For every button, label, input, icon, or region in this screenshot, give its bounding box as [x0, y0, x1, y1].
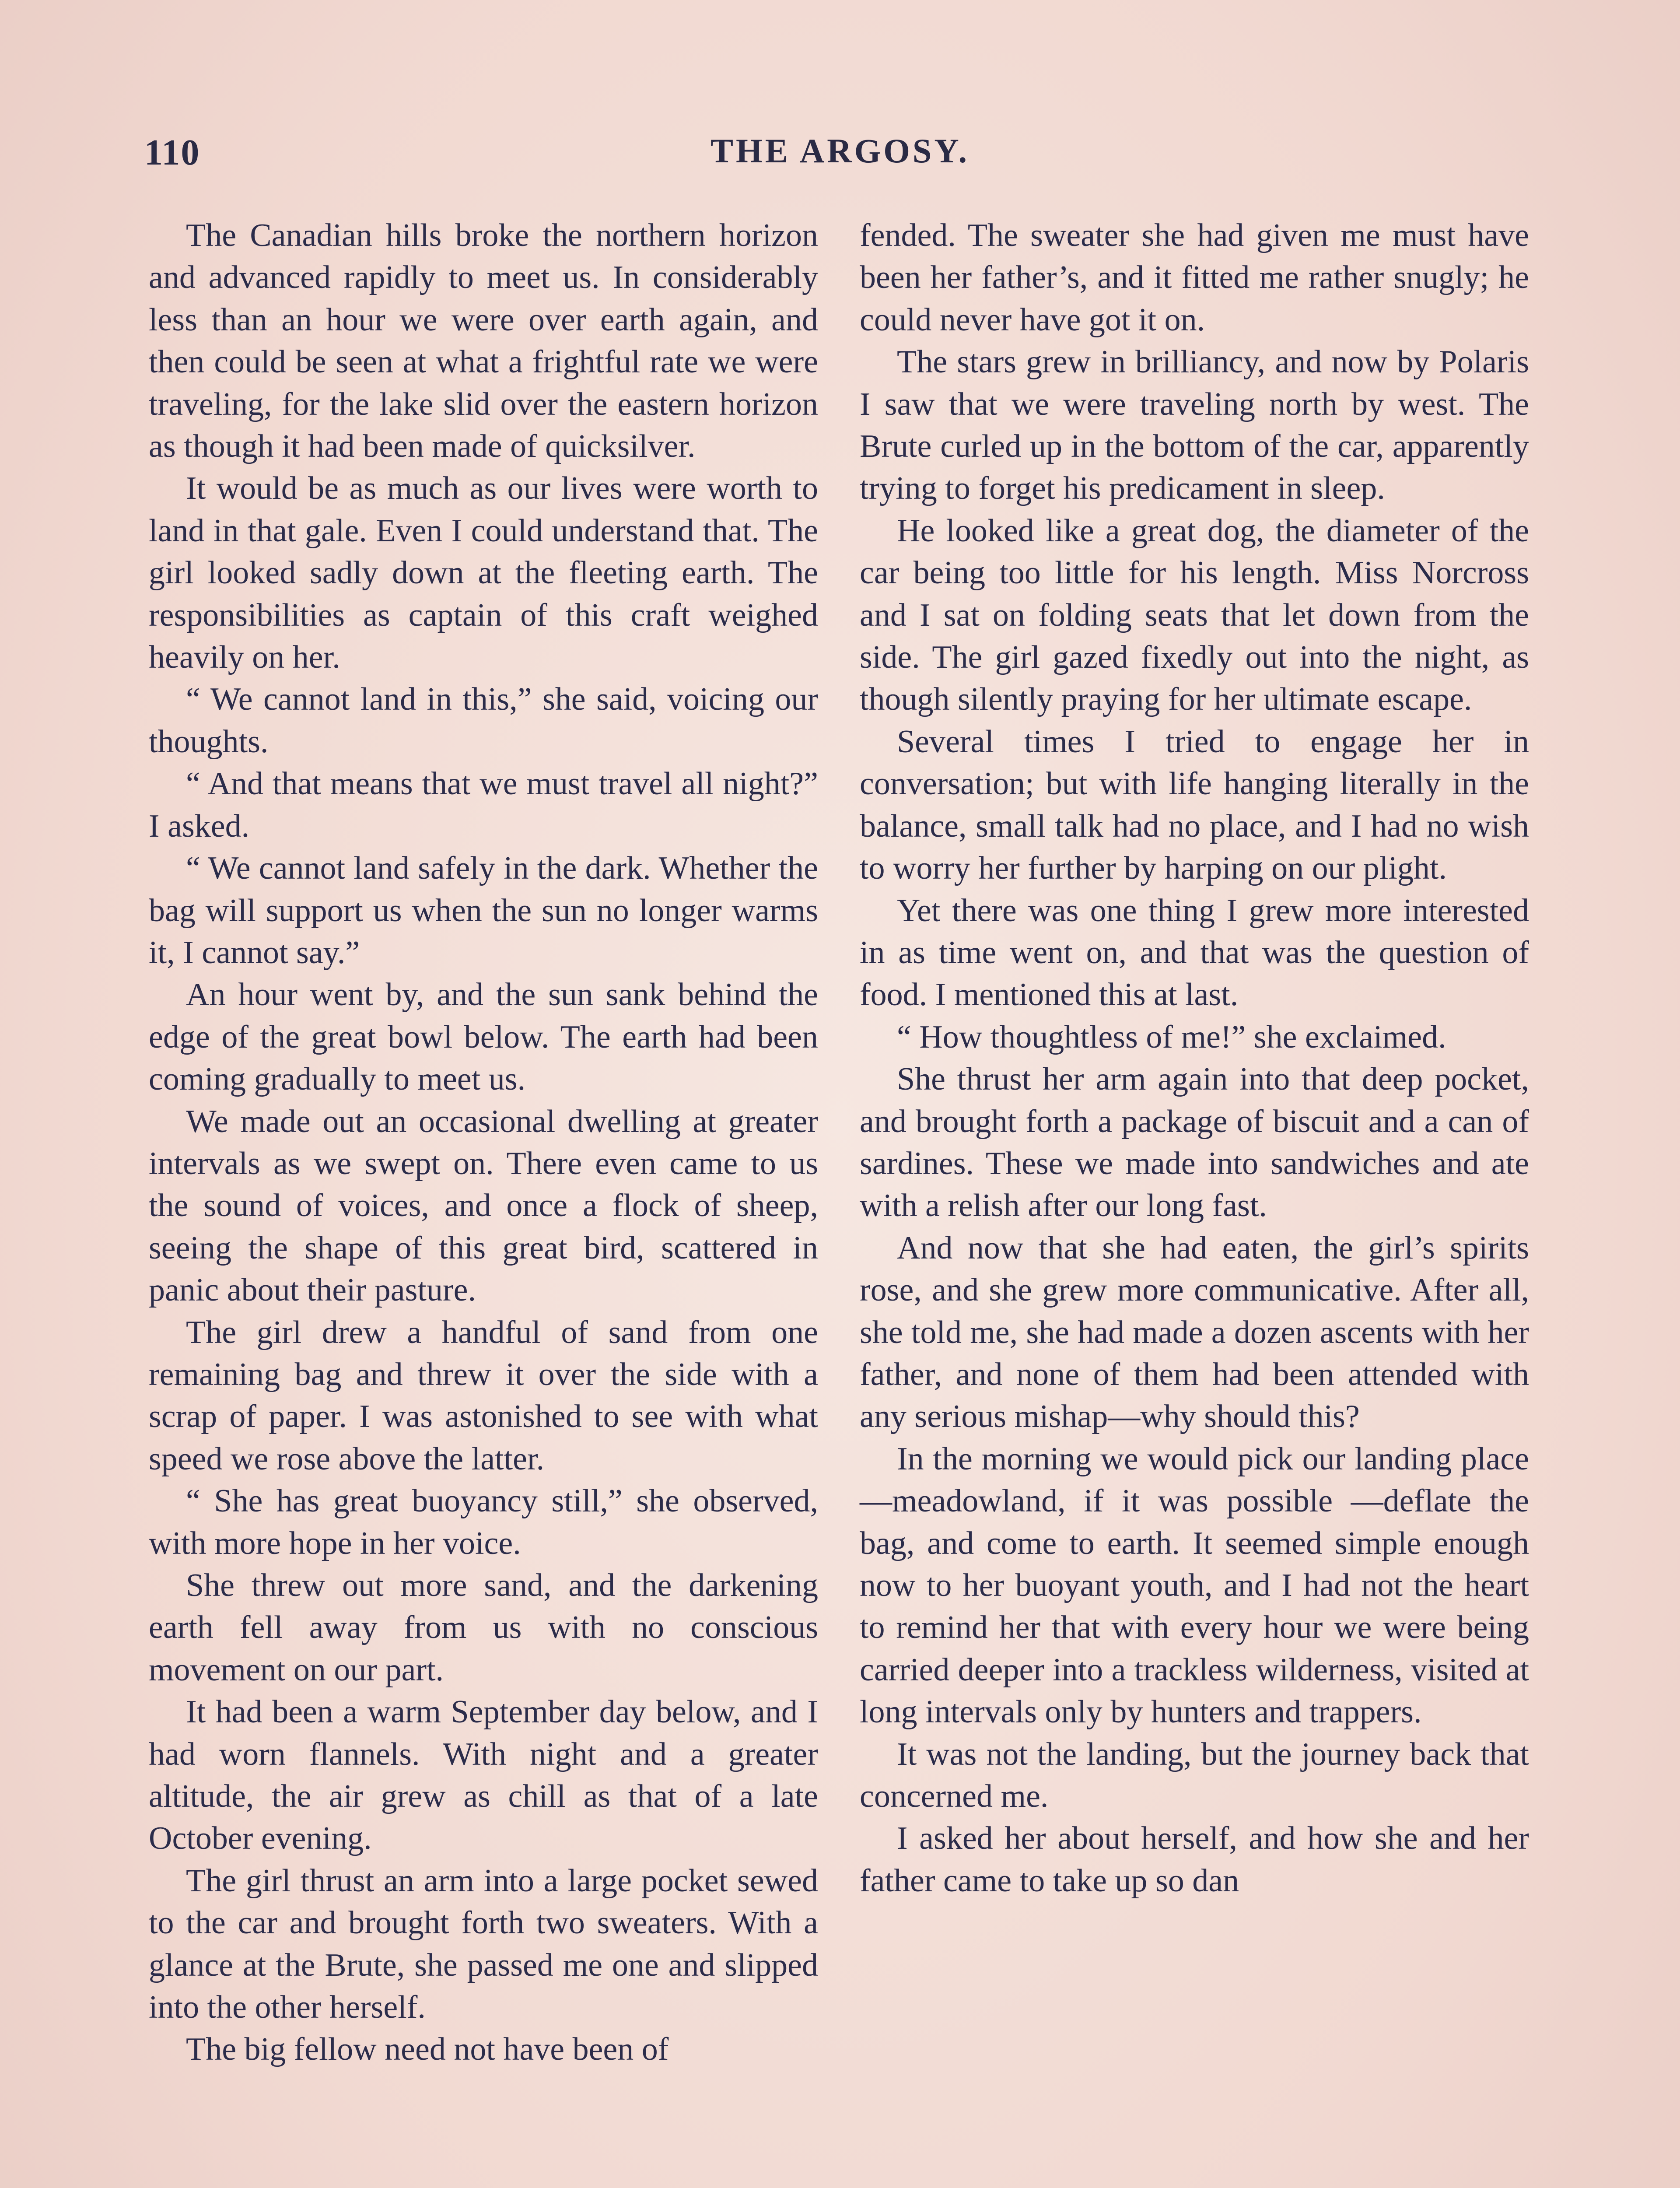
paragraph: “ And that means that we must travel all night?” I asked.: [149, 766, 818, 844]
paragraph: It was not the landing, but the journey back that concerned me.: [860, 1736, 1529, 1815]
paragraph: An hour went by, and the sun sank behind the edge of the great bowl below. The earth had been coming gradually to meet us.: [149, 977, 818, 1098]
paragraph: In the morning we would pick our landing place—meadowland, if it was possible —deflate the bag, and come to earth. It seemed simple enough now to her buoyant youth, and I had not the heart to remind her that with every hour we were being carried deeper into a trackless wilderness, visited at long intervals only by hunters and trappers.: [860, 1441, 1529, 1730]
paragraph: The girl drew a handful of sand from one remaining bag and threw it over the side with a scrap of paper. I was astonished to see with what speed we rose above the latter.: [149, 1314, 818, 1477]
paragraph: And now that she had eaten, the girl’s spirits rose, and she grew more communicative. After all, she told me, she had made a dozen ascents with her father, and none of them had been attended with any serious mishap—why should this?: [860, 1230, 1529, 1435]
paragraph: “ We cannot land in this,” she said, voicing our thoughts.: [149, 681, 818, 760]
paragraph: “ She has great buoyancy still,” she observed, with more hope in her voice.: [149, 1483, 818, 1561]
paragraph: She thrust her arm again into that deep pocket, and brought forth a package of biscuit and a can of sardines. These we made into sandwiches and ate with a relish after our long fast.: [860, 1061, 1529, 1224]
paragraph: It would be as much as our lives were worth to land in that gale. Even I could understand that. The girl looked sadly down at the fleeting earth. The responsibilities as captain of this craft weighed heavily on her.: [149, 470, 818, 676]
paragraph: “ We cannot land safely in the dark. Whether the bag will support us when the sun no longer warms it, I cannot say.”: [149, 850, 818, 971]
paragraph: Several times I tried to engage her in conversation; but with life hanging literally in the balance, small talk had no place, and I had no wish to worry her further by harping on our plight.: [860, 723, 1529, 887]
paragraph: “ How thoughtless of me!” she exclaimed.: [897, 1019, 1446, 1055]
right-text-column: [860, 214, 1529, 1902]
page-header: [144, 131, 1536, 179]
paragraph: The stars grew in brilliancy, and now by Polaris I saw that we were traveling north by west. The Brute curled up in the bottom of the car, apparently trying to forget his predicament in sleep.: [860, 344, 1529, 507]
paragraph: The big fellow need not have been of: [186, 2031, 669, 2068]
left-text-column: [149, 214, 818, 2071]
paragraph: We made out an occasional dwelling at greater intervals as we swept on. There even came to us the sound of voices, and once a flock of sheep, seeing the shape of this great bird, scattered in panic about their pasture.: [149, 1103, 818, 1308]
paragraph: I asked her about herself, and how she and her father came to take up so dan: [860, 1820, 1529, 1899]
paragraph: He looked like a great dog, the diameter of the car being too little for his length. Miss Norcross and I sat on folding seats that let down from the side. The girl gazed fixedly out into the night, as though silently praying for her ultimate escape.: [860, 512, 1529, 718]
paragraph: The girl thrust an arm into a large pocket sewed to the car and brought forth two sweaters. With a glance at the Brute, she passed me one and slipped into the other herself.: [149, 1862, 818, 2026]
running-title: THE ARGOSY.: [710, 132, 970, 170]
paragraph: The Canadian hills broke the northern horizon and advanced rapidly to meet us. In considerably less than an hour we were over earth again, and then could be seen at what a frightful rate we were traveling, for the lake slid over the eastern horizon as though it had been made of quicksilver.: [149, 217, 818, 465]
page-number: 110: [144, 132, 200, 173]
paragraph: fended. The sweater she had given me must have been her father’s, and it fitted me rather snugly; he could never have got it on.: [860, 217, 1529, 338]
paragraph: It had been a warm September day below, and I had worn flannels. With night and a greater altitude, the air grew as chill as that of a late October evening.: [149, 1694, 818, 1857]
paragraph: Yet there was one thing I grew more interested in as time went on, and that was the question of food. I mentioned this at last.: [860, 892, 1529, 1013]
paragraph: She threw out more sand, and the darkening earth fell away from us with no conscious movement on our part.: [149, 1567, 818, 1688]
